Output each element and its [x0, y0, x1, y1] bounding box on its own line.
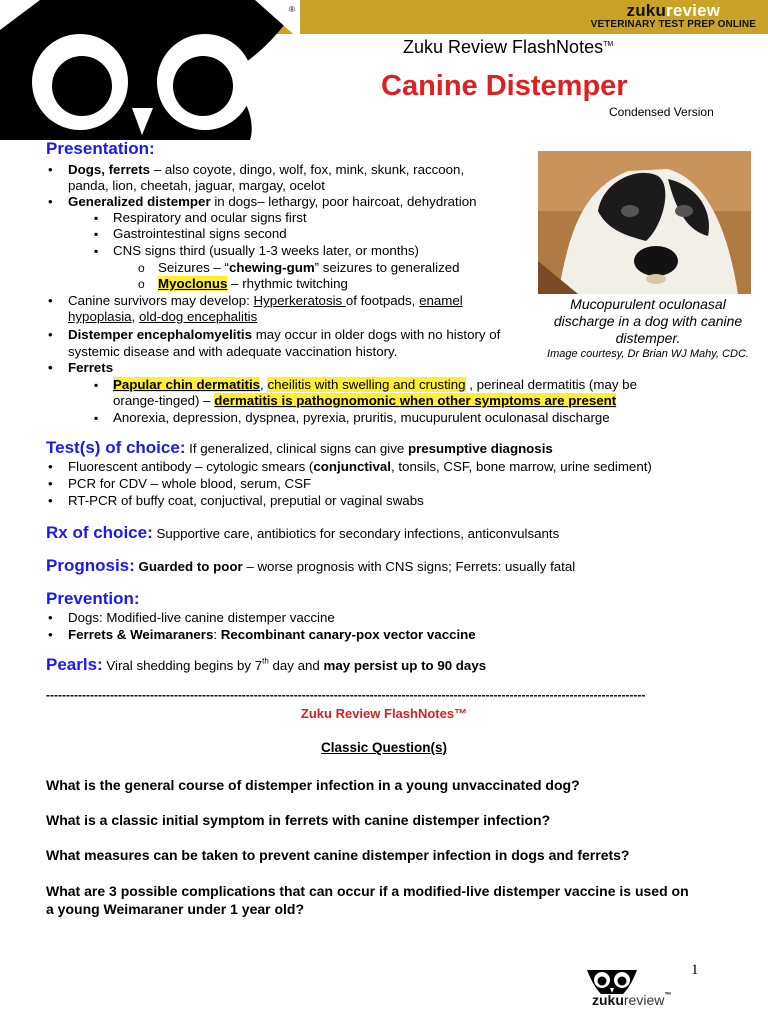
question-item: What is a classic initial symptom in ferrets with canine distemper infection? [46, 812, 551, 828]
list-item: • Generalized distemper in dogs– lethargy, poor haircoat, dehydration [68, 194, 477, 210]
list-item: • PCR for CDV – whole blood, serum, CSF [68, 476, 311, 492]
tests-heading: Test(s) of choice: [46, 438, 186, 457]
sub-list-item: ▪ Respiratory and ocular signs first [113, 210, 307, 226]
list-item: • Distemper encephalomyelitis may occur in older dogs with no history of [68, 327, 500, 343]
sub-list-item: ▪ Anorexia, depression, dyspnea, pyrexia, pruritis, mucupurulent oculonasal discharge [113, 410, 610, 426]
list-item-continuation: hypoplasia, old-dog encephalitis [68, 309, 258, 324]
footer-logo [585, 968, 685, 1018]
sub-list-item: ▪ Papular chin dermatitis, cheilitis with swelling and crusting , perineal dermatitis (may be [113, 377, 637, 393]
brand-review-text: review [666, 1, 721, 20]
list-item: • Ferrets [68, 360, 113, 376]
list-item: • Canine survivors may develop: Hyperkeratosis of footpads, enamel [68, 293, 463, 309]
footer-logo-text: zukureview™ [592, 992, 672, 1008]
prevention-heading: Prevention: [46, 589, 140, 608]
list-item-continuation: systemic disease and with adequate vaccination history. [68, 344, 398, 359]
prognosis-section: Prognosis: Guarded to poor – worse prognosis with CNS signs; Ferrets: usually fatal [46, 556, 576, 575]
question-item: What is the general course of distemper infection in a young unvaccinated dog? [46, 777, 580, 793]
dog-photo [538, 151, 751, 294]
version-label: Condensed Version [609, 105, 714, 119]
pearls-section: Pearls: Viral shedding begins by 7th day and may persist up to 90 days [46, 655, 487, 674]
brand-tagline: VETERINARY TEST PREP ONLINE [590, 19, 756, 30]
page-number: 1 [691, 962, 699, 978]
rx-section: Rx of choice: Supportive care, antibiotics for secondary infections, anticonvulsants [46, 523, 560, 542]
list-item: • Fluorescent antibody – cytologic smears (conjunctival, tonsils, CSF, bone marrow, urine sediment) [68, 459, 652, 475]
brand-zuku-text: zuku [626, 1, 667, 20]
divider: ------------------------------------------------------------------------------------------------------------------------------------------------------ [46, 688, 646, 702]
figure-caption: Mucopurulent oculonasal discharge in a dog with canine distemper. [553, 296, 743, 346]
registered-mark: ® [289, 5, 295, 14]
owl-logo-icon [0, 0, 300, 140]
list-item: • Dogs, ferrets – also coyote, dingo, wolf, fox, mink, skunk, raccoon, [68, 162, 464, 178]
sub-list-item-continuation: orange-tinged) – dermatitis is pathognomonic when other symptoms are present [113, 393, 617, 408]
series-title: Zuku Review FlashNotes™ [403, 37, 614, 57]
sub-sub-list-item: o Myoclonus – rhythmic twitching [158, 276, 348, 292]
page-title: Canine Distemper [381, 70, 628, 102]
figure-credit: Image courtesy, Dr Brian WJ Mahy, CDC. [547, 348, 749, 360]
list-item: • Dogs: Modified-live canine distemper vaccine [68, 610, 335, 626]
question-item: What measures can be taken to prevent canine distemper infection in dogs and ferrets? [46, 847, 630, 863]
rx-heading: Rx of choice: [46, 523, 153, 542]
list-item: • Ferrets & Weimaraners: Recombinant canary-pox vector vaccine [68, 627, 476, 643]
pearls-heading: Pearls: [46, 655, 103, 674]
sub-sub-list-item: o Seizures – “chewing-gum” seizures to generalized [158, 260, 460, 276]
sub-list-item: ▪ CNS signs third (usually 1-3 weeks later, or months) [113, 243, 419, 259]
brand-logo [591, 2, 756, 30]
list-item: • RT-PCR of buffy coat, conjuctival, preputial or vaginal swabs [68, 493, 424, 509]
list-item-continuation: panda, lion, cheetah, jaguar, margay, ocelot [68, 178, 325, 193]
classic-questions-heading: Classic Question(s) [320, 740, 448, 755]
prognosis-heading: Prognosis: [46, 556, 135, 575]
question-item: What are 3 possible complications that can occur if a modified-live distemper vaccine is used on a young Weimaraner under 1 year old? [46, 883, 689, 917]
presentation-heading: Presentation: [46, 139, 155, 158]
tests-section: Test(s) of choice: If generalized, clinical signs can give presumptive diagnosis [46, 438, 553, 457]
sub-list-item: ▪ Gastrointestinal signs second [113, 226, 287, 242]
flashnotes-label: Zuku Review FlashNotes™ [300, 706, 468, 721]
